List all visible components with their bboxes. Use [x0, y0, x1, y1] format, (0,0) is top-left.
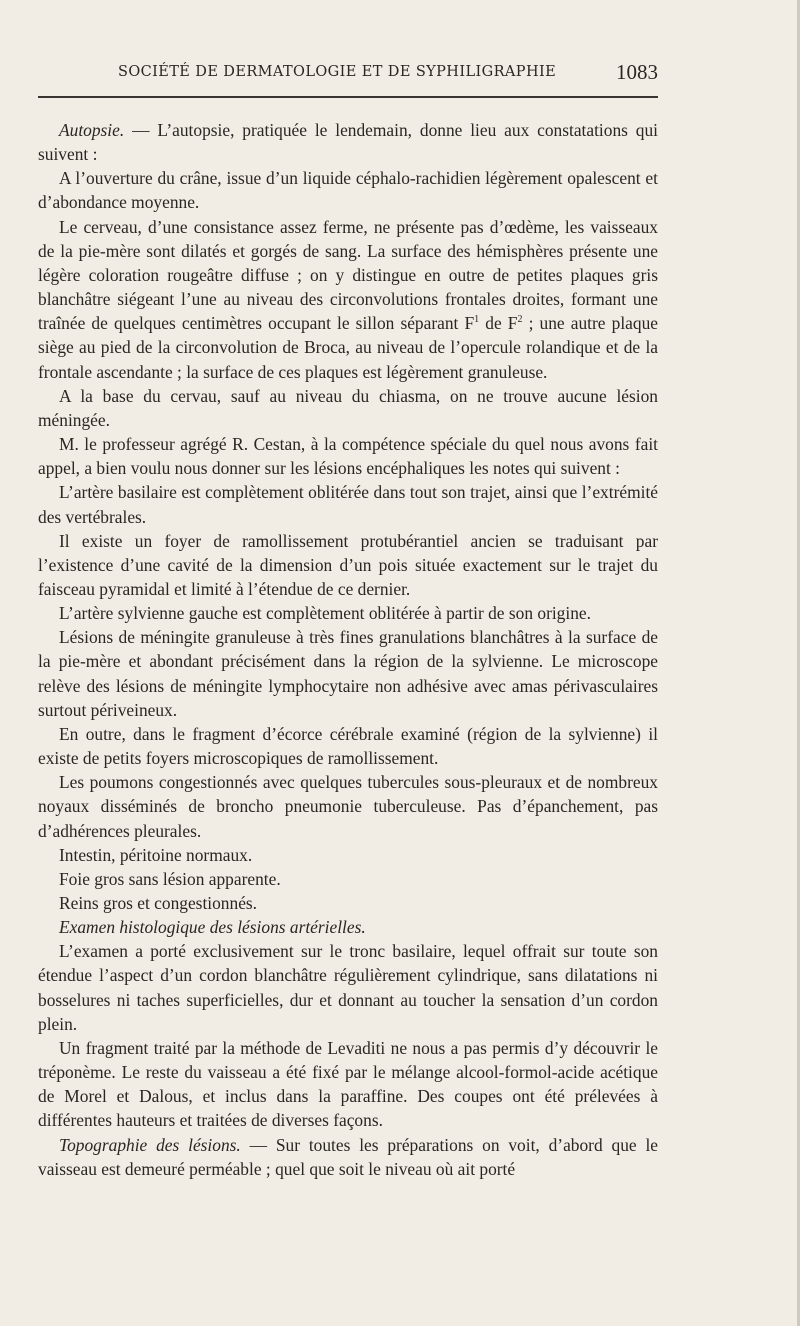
autopsie-lead: Autopsie. [59, 120, 125, 140]
paragraph: Intestin, péritoine normaux. [59, 844, 253, 865]
paragraph-autopsie: Autopsie. — L’autopsie, pratiquée le lendemain, donne lieu aux constatations qui suivent : [38, 120, 658, 165]
topographie-lead: Topographie des lésions. [59, 1134, 241, 1155]
paragraph: Les poumons congestionnés avec quelques tubercules sous-pleuraux et de nombreux noyaux disséminés de broncho pneumonie tuberculeuse. Pas d’épanchement, pas d’adhérences pleurales. [38, 772, 658, 841]
paragraph: En outre, dans le fragment d’écorce cérébrale examiné (région de la sylvienne) il existe de petits foyers microscopiques de ramollissement. [38, 723, 658, 769]
header-rule [38, 96, 658, 98]
running-title: SOCIÉTÉ DE DERMATOLOGIE ET DE SYPHILIGRAPHIE [118, 64, 557, 80]
section-heading: Examen histologique des lésions artérielles. [59, 917, 366, 938]
paragraph: Le cerveau, d’une consistance assez ferme, ne présente pas d’œdème, les vaisseaux de la pie-mère sont dilatés et gorgés de sang. La surface des hémisphères présente une légère coloration rougeâtre diffuse ; on y distingue en outre de petites plaques gris blanchâtre siégeant l’une au niveau des circonvolutions frontales droites, formant une traînée de quelques centimètres occupant le sillon séparant $F^1$ de $F^2$ ; une autre plaque siège au pied de la circonvolution de Broca, au niveau de l’opercule rolandique et de la frontale ascendante ; la surface de ces plaques est légèrement granuleuse. [38, 216, 658, 382]
paragraph: Reins gros et congestionnés. [59, 893, 258, 913]
paragraph: Lésions de méningite granuleuse à très fines granulations blanchâtres à la surface de la pie-mère et abondant précisément dans la région de la sylvienne. Le microscope relève des lésions de méningite lymphocytaire non adhésive avec amas périvasculaires surtout périveineux. [38, 627, 658, 720]
paragraph: A la base du cervau, sauf au niveau du chiasma, on ne trouve aucune lésion méningée. [38, 385, 658, 430]
paragraph: Un fragment traité par la méthode de Levaditi ne nous a pas permis d’y découvrir le tréponème. Le reste du vaisseau a été fixé par le mélange alcool-formol-acide acétique de Morel et Dalous, et inclus dans la paraffine. Des coupes ont été prélevées à différentes hauteurs et traitées de diverses façons. [38, 1037, 658, 1131]
paragraph: Il existe un foyer de ramollissement protubérantiel ancien se traduisant par l’existence d’une cavité de la dimension d’un pois située exactement sur le trajet du faisceau pyramidal et limité à l’étendue de ce dernier. [38, 530, 658, 599]
body-text [38, 118, 658, 1181]
running-head [38, 60, 658, 86]
page-number: 1083 [616, 60, 658, 84]
paragraph: L’artère sylvienne gauche est complètement oblitérée à partir de son origine. [59, 603, 591, 624]
paragraph: Foie gros sans lésion apparente. [59, 868, 281, 889]
paragraph: M. le professeur agrégé R. Cestan, à la compétence spéciale du quel nous avons fait appel, a bien voulu nous donner sur les lésions encéphaliques les notes qui suivent : [38, 434, 658, 479]
paragraph: L’artère basilaire est complètement oblitérée dans tout son trajet, ainsi que l’extrémité des vertébrales. [38, 482, 658, 527]
paragraph: L’examen a porté exclusivement sur le tronc basilaire, lequel offrait sur toute son étendue l’aspect d’un cordon blanchâtre régulièrement cylindrique, sans dilatations ni bosselures ni taches superficielles, dur et donnant au toucher la sensation d’un cordon plein. [38, 941, 658, 1034]
paragraph-topographie: Topographie des lésions. — Sur toutes les préparations on voit, d’abord que le vaisseau est demeuré perméable ; quel que soit le niveau où ait porté [38, 1134, 658, 1179]
paragraph: A l’ouverture du crâne, issue d’un liquide céphalo-rachidien légèrement opalescent et d’abondance moyenne. [38, 168, 658, 213]
